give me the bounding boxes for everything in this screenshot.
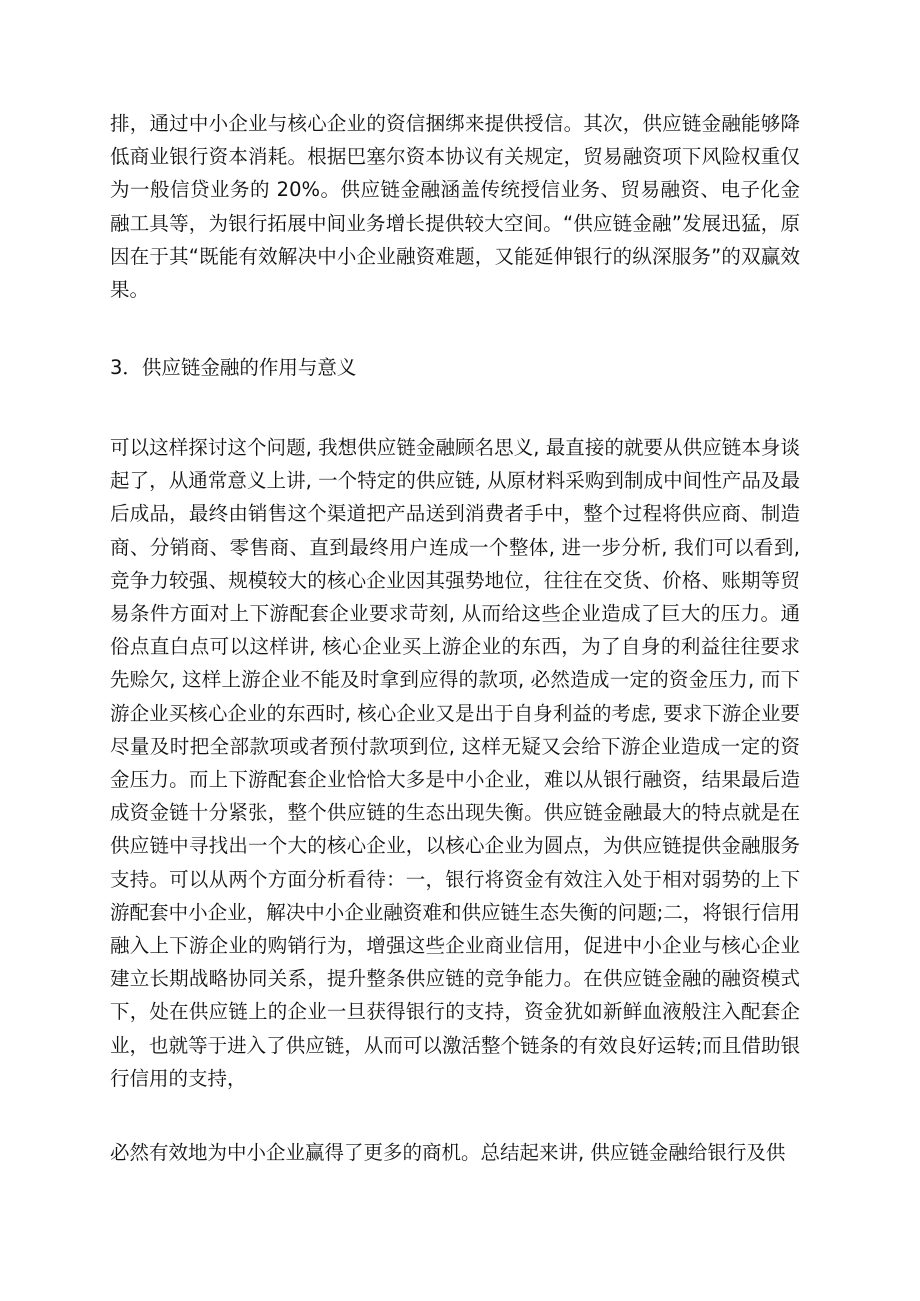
body-paragraph-continued: 必然有效地为中小企业赢得了更多的商机。总结起来讲, 供应链金融给银行及供	[110, 1141, 786, 1164]
body-paragraph-main: 可以这样探讨这个问题, 我想供应链金融顾名思义, 最直接的就要从供应链本身谈起了，从通常意义上讲, 一个特定的供应链, 从原材料采购到制成中间性产品及最后成品，最终由销售这个渠道把产品送到消费者手中，整个过程将供应商、制造商、分销商、零售商、直到最终用户连成一个整体, 进一步分析, 我们可以看到, 竞争力较强、规模较大的核心企业因其强势地位，往往在交货、价格、账期等贸易条件方面对上下游配套企业要求苛刻, 从而给这些企业造成了巨大的压力。通俗点直白点可以这样讲, 核心企业买上游企业的东西，为了自身的利益往往要求先赊欠, 这样上游企业不能及时拿到应得的款项, 必然造成一定的资金压力, 而下游企业买核心企业的东西时, 核心企业又是出于自身利益的考虑, 要求下游企业要尽量及时把全部款项或者预付款项到位, 这样无疑又会给下游企业造成一定的资金压力。而上下游配套企业恰恰大多是中小企业，难以从银行融资，结果最后造成资金链十分紧张，整个供应链的生态出现失衡。供应链金融最大的特点就是在供应链中寻找出一个大的核心企业，以核心企业为圆点，为供应链提供金融服务支持。可以从两个方面分析看待：一，银行将资金有效注入处于相对弱势的上下游配套中小企业，解决中小企业融资难和供应链生态失衡的问题;二，将银行信用融入上下游企业的购销行为，增强这些企业商业信用，促进中小企业与核心企业建立长期战略协同关系，提升整条供应链的竞争能力。在供应链金融的融资模式下，处在供应链上的企业一旦获得银行的支持，资金犹如新鲜血液般注入配套企业，也就等于进入了供应链，从而可以激活整个链条的有效良好运转;而且借助银行信用的支持，	[110, 436, 800, 1090]
section-heading: 3．供应链金融的作用与意义	[110, 356, 357, 379]
body-paragraph-intro: 排，通过中小企业与核心企业的资信捆绑来提供授信。其次，供应链金融能够降低商业银行资本消耗。根据巴塞尔资本协议有关规定，贸易融资项下风险权重仅为一般信贷业务的 20%。供应链金融涵盖传统授信业务、贸易融资、电子化金融工具等，为银行拓展中间业务增长提供较大空间。“供应链金融”发展迅猛，原因在于其“既能有效解决中小企业融资难题，又能延伸银行的纵深服务”的双赢效果。	[110, 112, 800, 302]
